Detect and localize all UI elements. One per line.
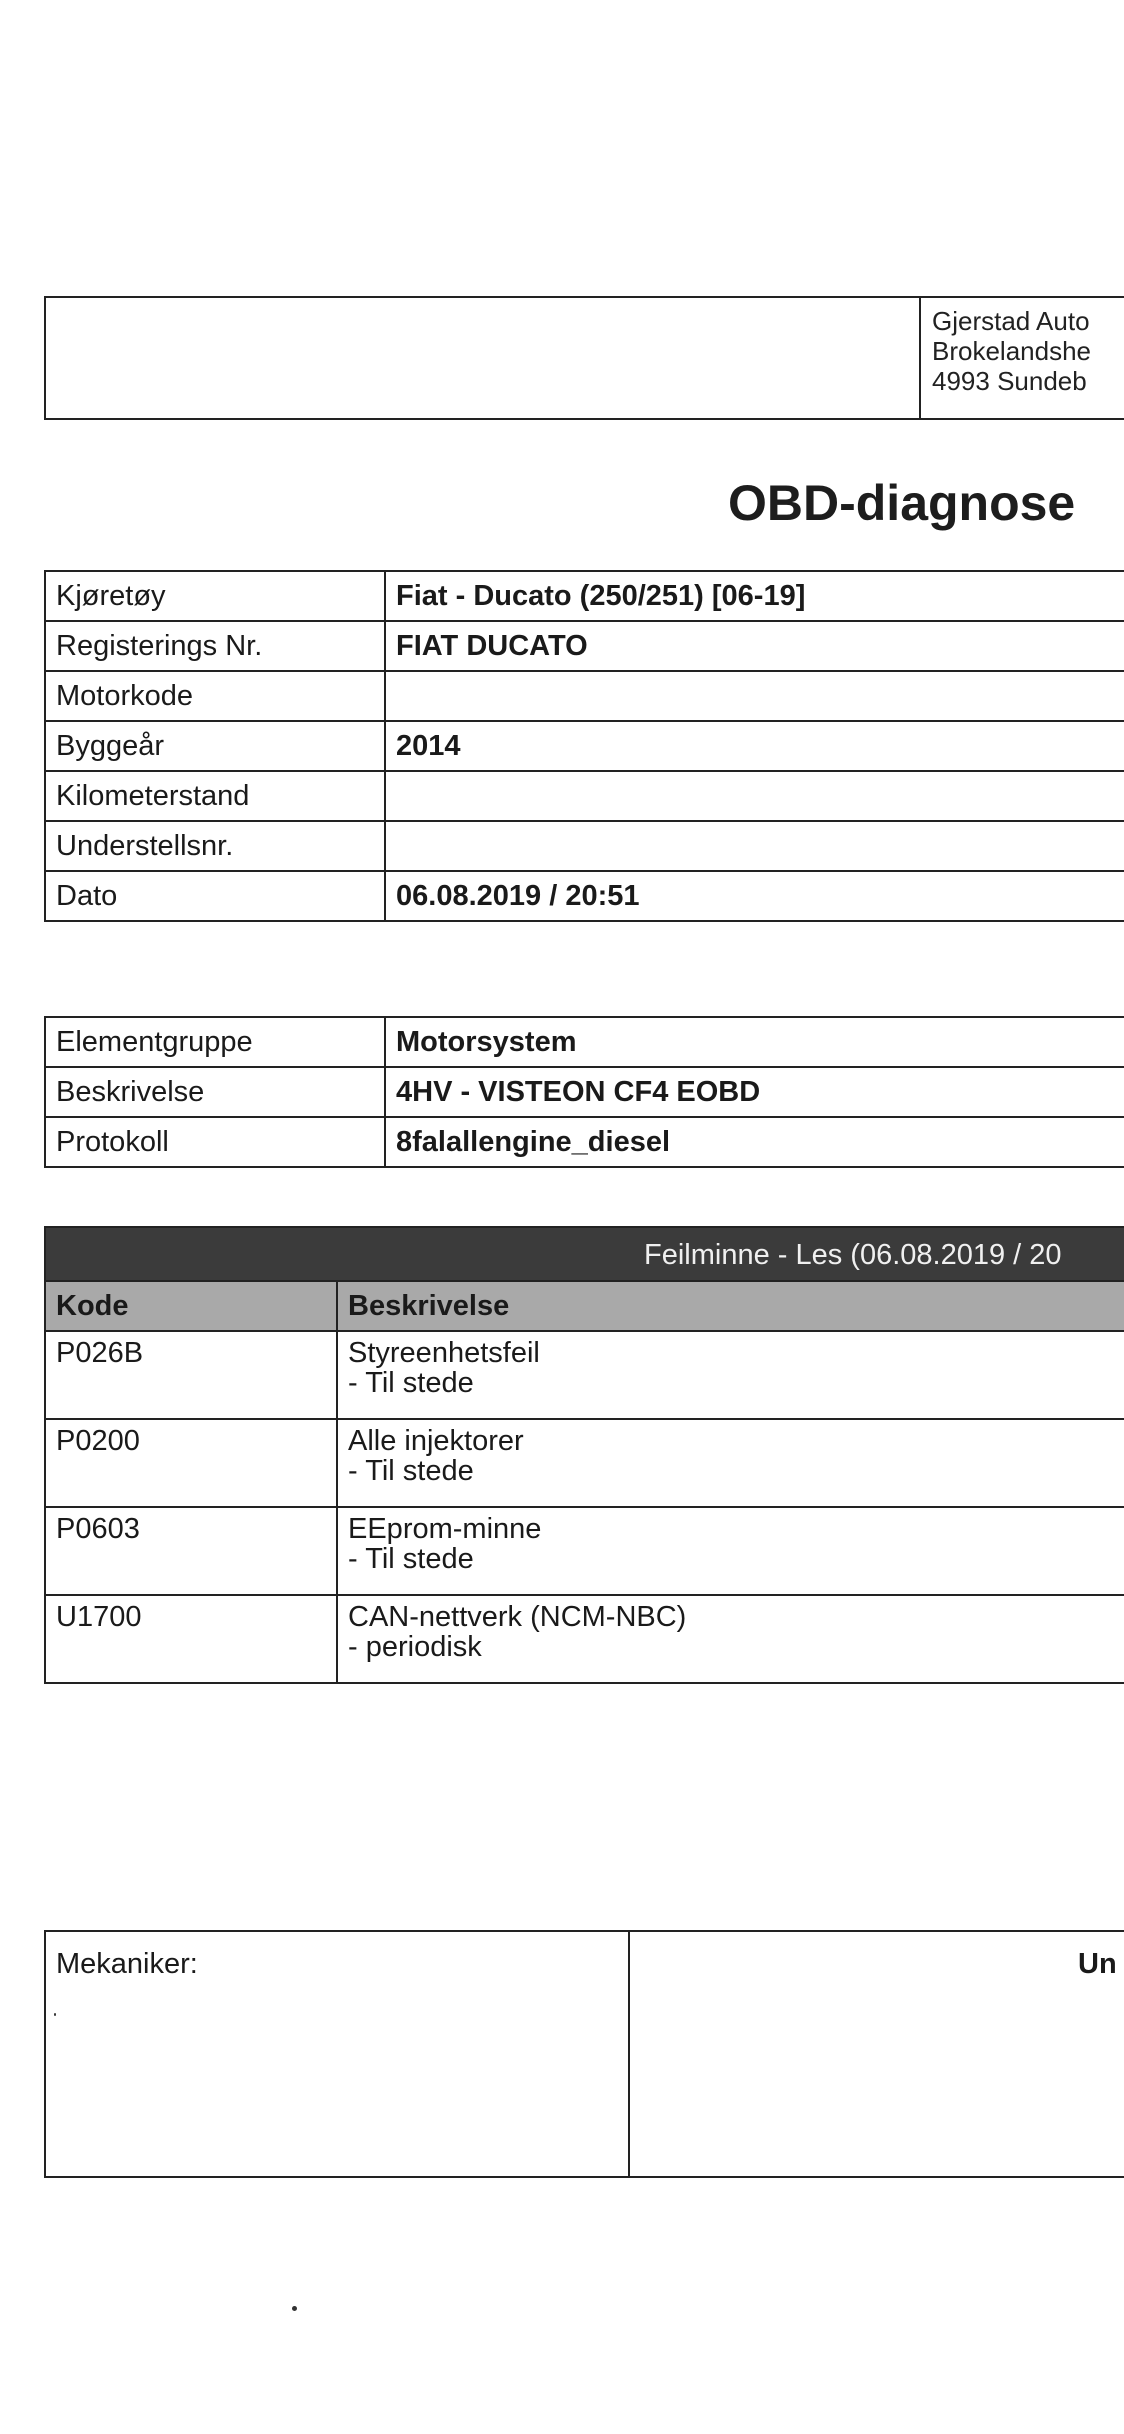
scan-speck <box>292 2306 297 2311</box>
description-label: Beskrivelse <box>45 1067 385 1117</box>
fault-description: CAN-nettverk (NCM-NBC) <box>348 1601 687 1633</box>
build-year-label: Byggeår <box>45 721 385 771</box>
fault-code-table <box>44 1280 1124 1684</box>
mechanic-label: Mekaniker: <box>56 1948 198 1980</box>
engine-code-label: Motorkode <box>45 671 385 721</box>
table-row <box>45 1419 1124 1507</box>
workshop-name: Gjerstad Auto <box>932 306 1090 336</box>
protocol-label: Protokoll <box>45 1117 385 1167</box>
table-row <box>45 1507 1124 1595</box>
table-row <box>45 671 1124 721</box>
date-label: Dato <box>45 871 385 921</box>
fault-code: P0200 <box>45 1419 337 1507</box>
build-year-value: 2014 <box>385 721 1124 771</box>
registration-value: FIAT DUCATO <box>385 621 1124 671</box>
workshop-street: Brokelandshe <box>932 336 1091 366</box>
protocol-value: 8falallengine_diesel <box>385 1117 1124 1167</box>
vehicle-info-table <box>44 570 1124 922</box>
registration-label: Registerings Nr. <box>45 621 385 671</box>
fault-code: P026B <box>45 1331 337 1419</box>
ecu-info-table <box>44 1016 1124 1168</box>
fault-status: - Til stede <box>348 1455 474 1487</box>
vehicle-label: Kjøretøy <box>45 571 385 621</box>
chassis-number-label: Understellsnr. <box>45 821 385 871</box>
header-divider <box>919 298 921 418</box>
table-row <box>45 871 1124 921</box>
column-header-code: Kode <box>45 1281 337 1331</box>
workshop-postal: 4993 Sundeb <box>932 366 1087 396</box>
table-row <box>45 1117 1124 1167</box>
table-header-row <box>45 1281 1124 1331</box>
fault-description-cell <box>337 1595 1124 1683</box>
column-header-description: Beskrivelse <box>337 1281 1124 1331</box>
fault-memory-section <box>44 1226 1124 1684</box>
element-group-value: Motorsystem <box>385 1017 1124 1067</box>
table-row <box>45 721 1124 771</box>
table-row <box>45 771 1124 821</box>
table-row <box>45 621 1124 671</box>
fault-status: - Til stede <box>348 1367 474 1399</box>
signature-box <box>44 1930 1124 2178</box>
signature-label: Un <box>1078 1948 1117 1980</box>
fault-code: P0603 <box>45 1507 337 1595</box>
fault-description: EEprom-minne <box>348 1513 542 1545</box>
fault-description-cell <box>337 1507 1124 1595</box>
chassis-number-value <box>385 821 1124 871</box>
workshop-address <box>932 306 1091 396</box>
table-row <box>45 1017 1124 1067</box>
document-title: OBD-diagnose <box>728 475 1076 531</box>
fault-description: Alle injektorer <box>348 1425 524 1457</box>
signature-divider <box>628 1932 630 2176</box>
mileage-label: Kilometerstand <box>45 771 385 821</box>
table-row <box>45 1595 1124 1683</box>
fault-description-cell <box>337 1331 1124 1419</box>
scan-speck <box>54 2013 56 2016</box>
table-row <box>45 1331 1124 1419</box>
fault-description-cell <box>337 1419 1124 1507</box>
vehicle-value: Fiat - Ducato (250/251) [06-19] <box>385 571 1124 621</box>
description-value: 4HV - VISTEON CF4 EOBD <box>385 1067 1124 1117</box>
fault-description: Styreenhetsfeil <box>348 1337 540 1369</box>
table-row <box>45 571 1124 621</box>
fault-status: - Til stede <box>348 1543 474 1575</box>
fault-memory-banner: Feilminne - Les (06.08.2019 / 20 <box>44 1226 1124 1280</box>
table-row <box>45 821 1124 871</box>
mileage-value <box>385 771 1124 821</box>
workshop-header-box <box>44 296 1124 420</box>
fault-status: - periodisk <box>348 1631 482 1663</box>
table-row <box>45 1067 1124 1117</box>
engine-code-value <box>385 671 1124 721</box>
date-value: 06.08.2019 / 20:51 <box>385 871 1124 921</box>
fault-code: U1700 <box>45 1595 337 1683</box>
element-group-label: Elementgruppe <box>45 1017 385 1067</box>
